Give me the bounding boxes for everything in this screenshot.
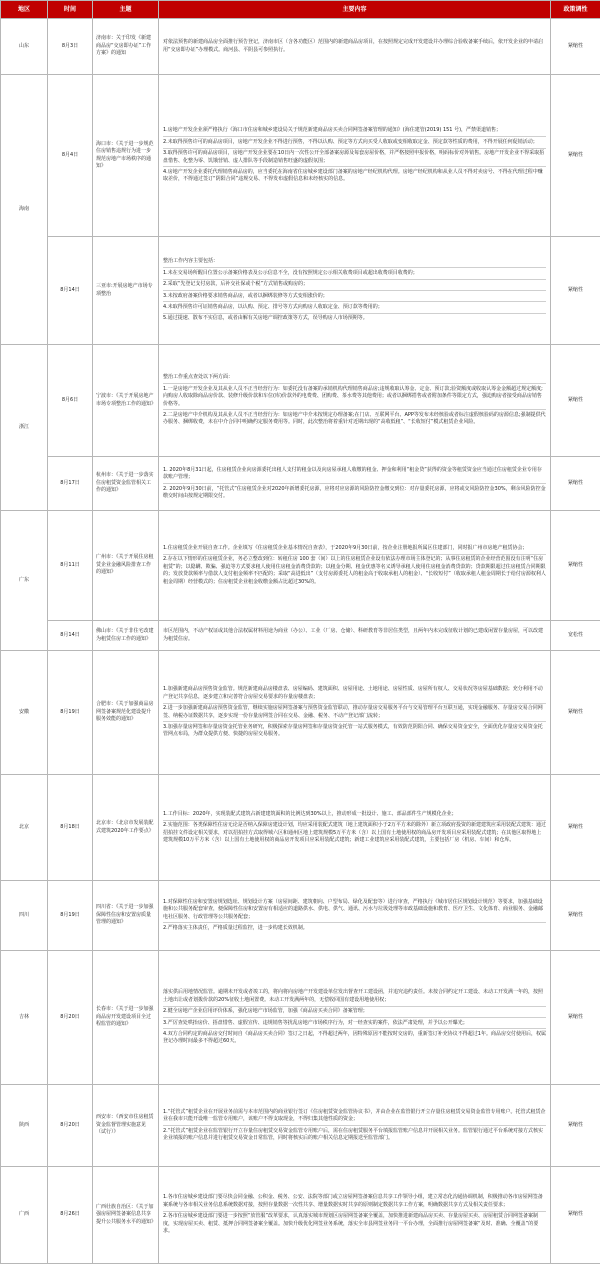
- header-region: 地区: [1, 1, 48, 19]
- table-body: [1, 19, 600, 1264]
- tone-cell: 紧缩性: [551, 775, 600, 881]
- topic-cell: 合肥市：《关于加强商品房网签备案规范化建设提升服务效能的通知》: [93, 651, 159, 775]
- date-cell: 8月14日: [48, 621, 93, 651]
- date-cell: 8月18日: [48, 775, 93, 881]
- tone-cell: 紧缩性: [551, 1085, 600, 1167]
- content-paragraph: 3.取得预售许可的商品房项目，房地产开发企业要在10日内一次性公开全部备案房源及每套房屋价格，并严格按照申报价格，明码标价对外销售。房地产开发企业不得采取捂盘惜售、化整为零、饥饿营销、虚人排队等手段制造销售旺盛的虚假氛围；: [163, 148, 546, 167]
- topic-cell: 广州市：《关于开展住房租赁企业金融风险排查工作的通知》: [93, 511, 159, 621]
- region-cell: 山东: [1, 19, 48, 75]
- content-paragraph: 2.二是房地产中介机构及其从业人员不正当经营行为：如房地产中介未按规定办理备案;在门店、互联网平台、APP等发布未经核验或者标注虚假核验码的房源信息;强制提供代办服务、捆绑收费，未在中介合同中明确约定服务费用等。同时，此次整治将着重针对近期出现的“高收低租”、“长收短付”模式租赁企业风险。: [163, 409, 546, 428]
- region-cell: 北京: [1, 775, 48, 881]
- topic-cell: 济南市：关于印发《新建商品房“交房即办证”工作方案》的通知: [93, 19, 159, 75]
- table-row: [1, 511, 600, 621]
- tone-cell: 紧缩性: [551, 1167, 600, 1264]
- date-cell: 8月20日: [48, 951, 93, 1085]
- content-paragraph: 2.进一步加强新建商品房预售资金监管，继续实施房屋网签备案与预售资金监管联动，推动存量房交易服务平台与交易管理平台互联互通，实现金融服务、存量房交易合同网签、纳税办证数据共享，逐步实现一份存量房网签合同在交易、金融、税务、不动产登记部门流转；: [163, 703, 546, 722]
- content-cell: [159, 651, 551, 775]
- content-paragraph: 整治工作重点查处以下两方面：: [163, 373, 546, 383]
- table-row: [1, 19, 600, 75]
- content-paragraph: 2.健全房地产企业信用评价体系，强化房地产市场监管，加强《商品房买卖合同》备案管理；: [163, 1006, 546, 1017]
- content-cell: [159, 1085, 551, 1167]
- content-paragraph: 2. 2020年9月30日前，“托管式”住房租赁企业对2020年新增委托房源，应将对应房源的风险防控金缴交到位：对存量委托房源，应将或交风险防控金30%，剩余风险防控金缴交时间由按规定期限交付。: [163, 483, 546, 502]
- table-row: [1, 775, 600, 881]
- content-paragraph: 1. 2020年8月31日起，住房租赁企业向房源委托出租人支付的租金以及向房屋承租人收缴的租金、押金和利用“租金贷”获得的资金等租赁资金应当通过住房租赁企业专用存款账户管理；: [163, 465, 546, 483]
- date-cell: 8月20日: [48, 1085, 93, 1167]
- header-tone: 政策调性: [551, 1, 600, 19]
- content-cell: [159, 457, 551, 511]
- content-paragraph: 1.工作目标：2020年，实现装配式建筑占新建建筑面积的比例达到30%以上，推动形成一批设计、施工、部品部件生产规模化企业；: [163, 809, 546, 819]
- table-row: [1, 651, 600, 775]
- content-paragraph: 1.未在交易场所醒目位置公示备案价格表及公示信息不全，没有按照规定公示相关收费项目或超出收费项目收费的；: [163, 267, 546, 278]
- region-cell: 四川: [1, 881, 48, 951]
- content-paragraph: 1.住房租赁企业开展自查工作。企业填写《住房租赁企业基本情况自查表》，于2020年9月30日前，按企业注册地报所属区住建部门，同时报广州市房地产租赁协会；: [163, 543, 546, 553]
- content-paragraph: 2.存在以下情形的住房租赁企业，务必立整改到位：转租住房 100 套（间）以上的住房租赁企业设有依法办理市场主体登记的；从事住房租赁的企业经营范围没有注明“住房租赁”的；以隐瞒、欺骗、强迫等方式要求租人使用住房租金消费贷款的；以租金分期、租金优惠等名义诱导承租人使用住房租金消费贷款的；贷款期限超过住房租赁合同期限的；发放贷款频率与借款人支付租金频率不匹配的；采取“高进低出”（支付房源委托人的租金高于收取承租人的租金）、“长收短付”（收取承租人租金周期长于给付房源权利人租金周期）经营模式的；住房租赁企业租金收缴金额占比超过30%的。: [163, 554, 546, 588]
- content-paragraph: 整治工作内容主要包括：: [163, 257, 546, 267]
- table-row: [1, 345, 600, 457]
- tone-cell: 紧缩性: [551, 881, 600, 951]
- content-paragraph: 1.对保障性住房和安置房规划选址、规划设计方案（房屋间距、建筑朝向、户型布局、绿化及配套等）进行审查，严格执行《城市居住区规划设计规范》等要求，加强基础设施和公共服务配套审查，便保障性住房和安置房有相适应的道路供水、供电、供气、通讯、污水与垃圾处理等市政基础设施和教育、医疗卫生、文化体育、商业服务、金融邮电社区服务、行政管理等公共服务配套；: [163, 897, 546, 922]
- content-paragraph: 4.双方合同约定的商品房交付时间自《商品房买卖合同》签订之日起，不得超过两年，因特殊原因不能按时交房的，重新签订补充协议不得超过1年。商品房交付使用后，权属登记办理时间最多不得超过60天。: [163, 1028, 546, 1047]
- content-paragraph: 2.严格落实主体责任，严格质量过程监控，进一步构建长效机制。: [163, 922, 546, 933]
- table-row: [1, 237, 600, 345]
- content-paragraph: 落实供后用地情况监管。逾期未开发或者竣工的，将向将向房地产开发建设单位发出督查开工建设函，并追究违约责任。未按合同约定开工建设、未动工开发满一年的，按照土地出让或者划拨价款的20%征收土地闲置费。未动工开发满两年的，无偿收回国有建设用地使用权；: [163, 988, 546, 1006]
- table-row: [1, 457, 600, 511]
- content-paragraph: 5.通过提速、散布不实信息，或者由解有关房地产调控政策等方式，误导购房人市场预期等。: [163, 313, 546, 324]
- content-paragraph: 1.加强新建商品房预售资金监管。规范新建商品房楼盘表、房屋编码、建筑面积、房屋用途、土地用途、房屋性质、房屋所有权人、交易状况等房屋基础数据；充分利用不动产登记共享信息，逐步建立和完善符合房屋交易要求的存量房楼盘表；: [163, 685, 546, 703]
- content-cell: [159, 345, 551, 457]
- table-row: [1, 1167, 600, 1264]
- date-cell: 8月19日: [48, 651, 93, 775]
- topic-cell: 杭州市：《关于进一步落实住房租赁资金监管相关工作的通知》: [93, 457, 159, 511]
- tone-cell: 紧缩性: [551, 19, 600, 75]
- content-paragraph: 4.房地产开发企业委托代理销售商品房的，应当委托在海南省住房城乡建设部门备案的房地产经纪机构代理。房地产经纪机构和从业人员不得对卖房号、不得在代理过程中赚取差价，不得通过签订“阴阳合同”违规交易、不得发布虚假信息和未经核实的信息。: [163, 166, 546, 185]
- topic-cell: 宁波市：《关于开展房地产市场专项整治工作的通知》: [93, 345, 159, 457]
- tone-cell: 紧缩性: [551, 457, 600, 511]
- region-cell: 广西: [1, 1167, 48, 1264]
- tone-cell: 宽松性: [551, 621, 600, 651]
- content-paragraph: 2.采取“先登记支付房款，后补交社保或个税”方式销售或购房的；: [163, 279, 546, 290]
- content-paragraph: 2.未取得预售许可的商品房项目，房地产开发企业不得进行预售，不得以认购、预定等方式向买受人收取或变相收取定金、预定款等性质的费用，不得开展任何促销活动；: [163, 136, 546, 147]
- header-topic: 主题: [93, 1, 159, 19]
- topic-cell: 西安市：《西安市住房租赁资金监督管理实施意见（试行）》: [93, 1085, 159, 1167]
- content-paragraph: 市区范围内，不动产权证或其他合法权属材料用途为商业（办公）、工业（厂房、仓储）、科研教育等非居住类型，且两年内未完成征收计划的已建成闲置存量房屋，可以改建为租赁住房。: [163, 627, 546, 645]
- region-cell: 安徽: [1, 651, 48, 775]
- table-row: [1, 881, 600, 951]
- content-paragraph: 1.一是房地产开发企业及其从业人员不正当经营行为：如委托没有备案的承销机构代理销售商品房;违规收取认筹金、定金、预订款;验资额度或收取认筹金金额超过规定额度;向购房人收取除商品房价款、装修升级价款和车位(库)价款外的电费费、团购费、茶水费等其他费用；或者以捆绑搭售或者附加条件等限定方式，强迫购房者接受商品房销售价格等。: [163, 383, 546, 409]
- tone-cell: 紧缩性: [551, 511, 600, 621]
- date-cell: 8月14日: [48, 237, 93, 345]
- content-cell: [159, 511, 551, 621]
- content-cell: [159, 881, 551, 951]
- header-row: [1, 1, 600, 19]
- content-paragraph: 1.房地产开发企业须严格执行《海口市住房和城乡建设局关于规范新建商品房买卖合同网签备案管理的通知》(海住建管(2019) 151 号)，严禁渠道销售；: [163, 126, 546, 136]
- content-paragraph: 4.未取得预售许可证销售商品房，以认购、预定、排号等方式向购房人收取定金、预订款等费用的；: [163, 301, 546, 312]
- content-paragraph: 3.加强存量房网签和存量房资金托管业务研究，积极探索存量房网签和存量房资金托管一站式服务模式，有效防范阴阳合同、确保交易资金安全，全面优化存量房交易资金托管网点布局，为群众提供方便、快捷的房屋交易服务。: [163, 721, 546, 740]
- topic-cell: 三亚市:开展房地产市场专项整治: [93, 237, 159, 345]
- date-cell: 8月4日: [48, 75, 93, 237]
- date-cell: 8月11日: [48, 511, 93, 621]
- content-paragraph: 1.各市住房城乡建设部门要尽快会同金融、公积金、税务、公安、法院等部门或立房屋网签备案信息共享工作领导小组，建立常态化沟通协调机制，积极推动各市房屋网签备案系统与各市相关业务信息系统数据对接，按照存量数据一次性共享、增量数据实时共享的原则制定数据共享工作方案，明确数据共享方式及相关责任要求；: [163, 1193, 546, 1211]
- table-row: [1, 621, 600, 651]
- topic-cell: 佛山市：《关于非住宅改建为租赁住房工作的通知》: [93, 621, 159, 651]
- tone-cell: 紧缩性: [551, 75, 600, 237]
- region-cell: 海南: [1, 75, 48, 345]
- content-paragraph: 3.未按政府备案价格要求销售商品房，或者以捆绑装修等方式变相涨价的；: [163, 290, 546, 301]
- table-row: [1, 1085, 600, 1167]
- topic-cell: 广西壮族自治区：《关于加强房屋网签备案信息共享提升公共服务水平的通知》: [93, 1167, 159, 1264]
- region-cell: 陕西: [1, 1085, 48, 1167]
- region-cell: 浙江: [1, 345, 48, 511]
- topic-cell: 长春市：《关于进一步加强商品房开发建设项目全过程监管的通知》: [93, 951, 159, 1085]
- tone-cell: 紧缩性: [551, 237, 600, 345]
- content-cell: [159, 1167, 551, 1264]
- date-cell: 8月17日: [48, 457, 93, 511]
- topic-cell: 北京市：《北京市发展装配式建筑2020年工作要点》: [93, 775, 159, 881]
- content-cell: [159, 621, 551, 651]
- content-paragraph: 2.“托管式”租赁企业在监管银行开立存量住房租赁交易资金监管专用账户后，需在住房租赁服务平台填报监管账户信息并开展相关业务。监管银行通过平台系统对接方式核实企业填报的账户信息并进行租赁交易资金日常监管，同时将核实后的账户相关信息定期报送至监管部门。: [163, 1125, 546, 1144]
- content-cell: [159, 951, 551, 1085]
- content-paragraph: 2.各市住房城乡建设部门要进一步按照“放管服”改革要求，认真落实城市规划区房屋网签备案全覆盖，加快推进新建商品房买卖、存量房屋买卖、房屋租赁合同网签备案制度，实现房屋买卖、租赁、抵押合同网签备案全覆盖。加快升级优化网签业务系统，落实全市县网签业务同一平台办理，全面推行房屋网签备案“及时、准确、全覆盖”的要求。: [163, 1211, 546, 1237]
- date-cell: 8月19日: [48, 881, 93, 951]
- content-paragraph: 1.“托管式”租赁企业在开展业务前需与本市范围内的商业银行签订《住房租赁资金监管协议书》，并由企业在监管银行开立存量住房租赁交易资金监管专用账户。托管式租赁企业在我市只能开设唯一监管专用账户，该账户不得支取现金，不得归集其他性质的资金；: [163, 1107, 546, 1125]
- table-row: [1, 75, 600, 237]
- date-cell: 8月6日: [48, 345, 93, 457]
- content-cell: [159, 75, 551, 237]
- content-cell: [159, 237, 551, 345]
- topic-cell: 四川省：《关于进一步加强保障性住房和安置房质量管理的通知》: [93, 881, 159, 951]
- content-cell: [159, 19, 551, 75]
- content-cell: [159, 775, 551, 881]
- region-cell: 广东: [1, 511, 48, 651]
- content-paragraph: 3.严厉查处哄抬房价、捂盘惜售、虚假宣传、违规销售等扰乱房地产市场秩序行为，对一经查实的案件，依法严肃处理，并予以公开曝光；: [163, 1017, 546, 1028]
- date-cell: 8月3日: [48, 19, 93, 75]
- date-cell: 8月26日: [48, 1167, 93, 1264]
- table-row: [1, 951, 600, 1085]
- content-paragraph: 2.实施范围：各类保障性住房无论是否纳入保障房建设计划，均应采用装配式建筑（地上建筑面积小于2万平方米的除外）新立项政府投资的新建建筑应采用装配式建筑：通过招拍挂文件设定相关要求，对以招拍挂方式取得城六区和通州区地上建筑规模5万平方米（含）以上国有土地使用权的商品房开发项目应采用装配式建筑；在其他区取得地上建筑规模10万平方米（含）以上国有土地使用权的商品房开发项目应采用装配式建筑；新建工业建筑应采用装配式建筑，主要包括厂房（机房、车间）和仓库。: [163, 820, 546, 846]
- content-paragraph: 对依法预售的新建商品房全面推行预告登记，济南市区（含各功能区）范围内的新建商品房项目，在按照规定完成开发建设并办理综合验收备案手续后，依开发企业的申请启用“交房即办证”办理模式。商河县、平阴县可参照执行。: [163, 38, 546, 56]
- tone-cell: 紧缩性: [551, 651, 600, 775]
- header-content: 主要内容: [159, 1, 551, 19]
- tone-cell: 紧缩性: [551, 345, 600, 457]
- topic-cell: 海口市：《关于进一步规范住房销售违规行为进一步规范房地产市场秩序的通知》: [93, 75, 159, 237]
- region-cell: 吉林: [1, 951, 48, 1085]
- tone-cell: 紧缩性: [551, 951, 600, 1085]
- header-date: 时间: [48, 1, 93, 19]
